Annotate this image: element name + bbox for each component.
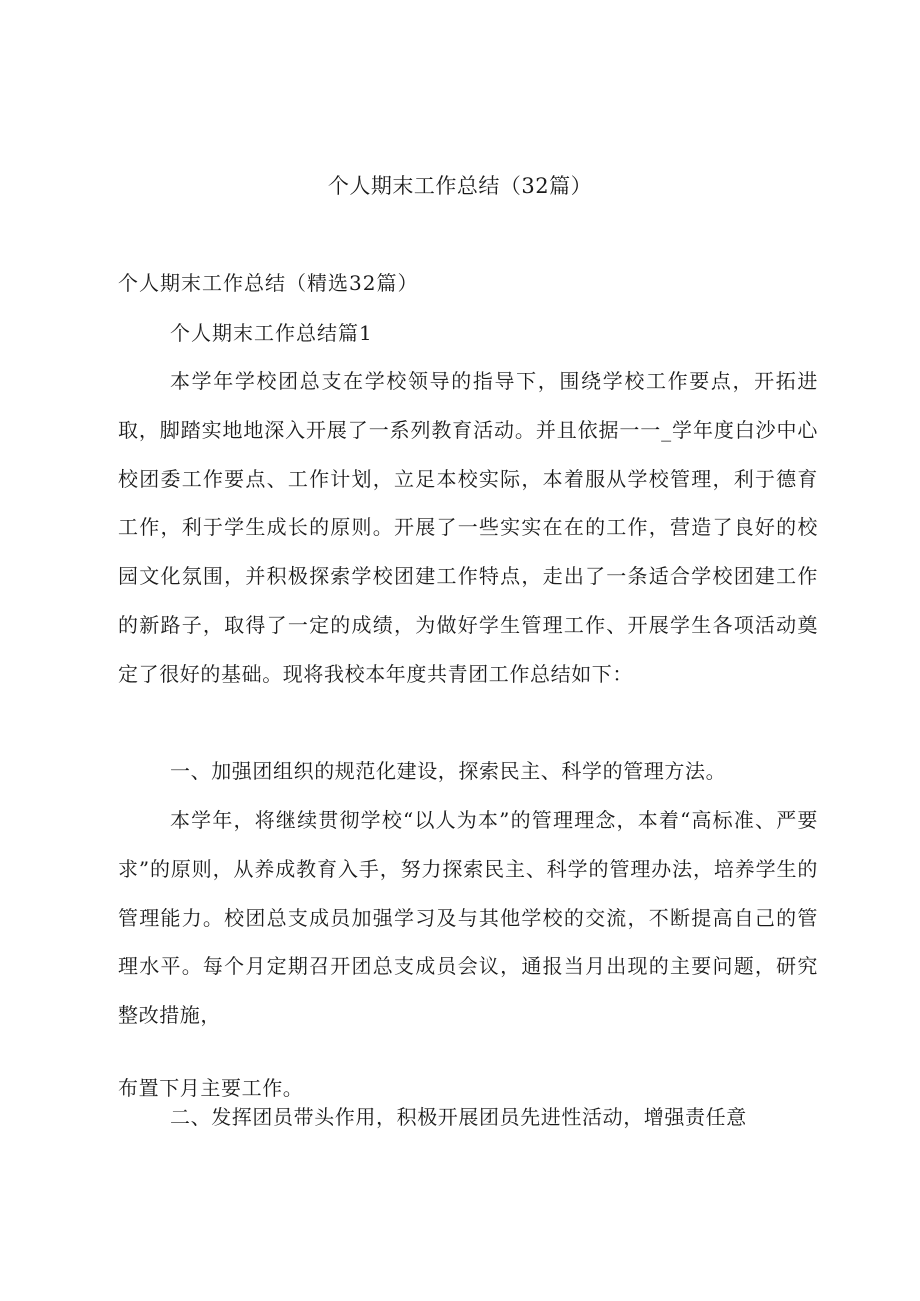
paragraph-heading-one: 一、加强团组织的规范化建设，探索民主、科学的管理方法。 (170, 759, 727, 783)
document-subtitle: 个人期末工作总结（精选32篇） (118, 271, 419, 295)
paragraph-heading-two: 二、发挥团员带头作用，积极开展团员先进性活动，增强责任意 (170, 1105, 747, 1129)
paragraph-management: 本学年，将继续贯彻学校“以人为本”的管理理念，本着“高标准、严要求”的原则，从养成教育入手，努力探索民主、科学的管理办法，培养学生的管理能力。校团总支成员加强学习及与其他学校的交流，不断提高自己的管理水平。每个月定期召开团总支成员会议，通报当月出现的主要问题，研究整改措施， (118, 808, 818, 1028)
section-heading: 个人期末工作总结篇1 (170, 321, 373, 345)
document-title: 个人期末工作总结（32篇） (327, 174, 593, 198)
paragraph-continuation: 布置下月主要工作。 (118, 1076, 304, 1100)
paragraph-intro: 本学年学校团总支在学校领导的指导下，围绕学校工作要点，开拓进取，脚踏实地地深入开展了一系列教育活动。并且依据一一_学年度白沙中心校团委工作要点、工作计划，立足本校实际，本着服从学校管理，利于德育工作，利于学生成长的原则。开展了一些实实在在的工作，营造了良好的校园文化氛围，并积极探索学校团建工作特点，走出了一条适合学校团建工作的新路子，取得了一定的成绩，为做好学生管理工作、开展学生各项活动奠定了很好的基础。现将我校本年度共青团工作总结如下： (118, 369, 818, 686)
